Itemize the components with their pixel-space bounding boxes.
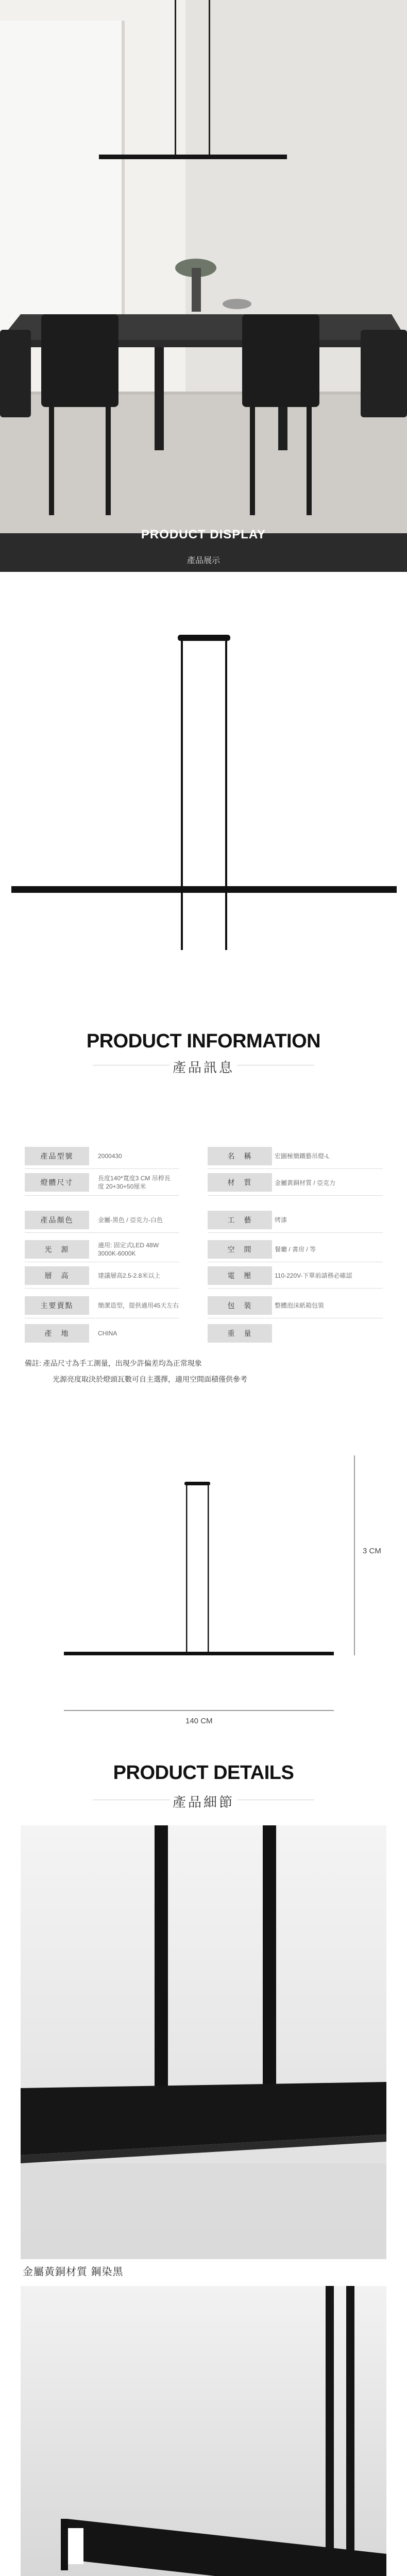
- spec-value: 110-220V-下單前請務必確認: [275, 1272, 352, 1279]
- spec-value: 烤漆: [275, 1216, 287, 1224]
- spec-value: 適用: 固定式LED 48W 3000K-6000K: [98, 1242, 159, 1257]
- spec-label: 主要賣點: [25, 1296, 89, 1315]
- spec-divider: [25, 1168, 179, 1169]
- spec-divider: [208, 1232, 383, 1233]
- spec-value: 長度140*寬度3 CM 吊桿長度 20+30+50厘米: [98, 1175, 171, 1190]
- pendant-lamp-illustration: [0, 572, 407, 958]
- spec-label: 電 壓: [208, 1266, 272, 1285]
- spec-value: 餐廳 / 書房 / 等: [275, 1246, 316, 1253]
- spec-value: CHINA: [98, 1330, 117, 1337]
- dimension-height-label: 3 CM: [363, 1547, 381, 1555]
- detail-photo-2: [21, 2286, 386, 2576]
- info-title: PRODUCT INFORMATION: [86, 1030, 321, 1052]
- spec-divider: [25, 1288, 179, 1289]
- spec-value: 金屬-黑色 / 亞克力-白色: [98, 1216, 163, 1224]
- spec-divider: [25, 1232, 179, 1233]
- spec-label: 產品顏色: [25, 1211, 89, 1229]
- product-drawing: [0, 572, 407, 958]
- dimension-width-label: 140 CM: [185, 1717, 213, 1725]
- spec-divider: [208, 1288, 383, 1289]
- spec-value: 建議層高2.5-2.8米以上: [98, 1272, 161, 1279]
- hero-banner: [0, 0, 407, 572]
- spec-label: 產 地: [25, 1324, 89, 1343]
- dimension-illustration: [0, 1432, 407, 1721]
- spec-label: 包 裝: [208, 1296, 272, 1315]
- spec-label: 名 稱: [208, 1147, 272, 1165]
- spec-label: 燈體尺寸: [25, 1173, 89, 1192]
- spec-value: 整體泡沫紙箱包裝: [275, 1302, 325, 1309]
- detail-caption-1: 金屬黃銅材質 鋼染黑: [23, 2266, 124, 2278]
- spec-label: 空 間: [208, 1240, 272, 1259]
- dimension-drawing: [0, 1432, 407, 1725]
- spec-label: 產品型號: [25, 1147, 89, 1165]
- spec-label: 材 質: [208, 1173, 272, 1192]
- spec-label: 光 源: [25, 1240, 89, 1259]
- hero-title: PRODUCT DISPLAY: [141, 528, 266, 541]
- hero-subtitle: 產品展示: [186, 556, 220, 565]
- spec-value: 2000430: [98, 1153, 122, 1160]
- info-subtitle: 產品訊息: [172, 1060, 234, 1075]
- spec-divider: [25, 1195, 179, 1196]
- spec-value: 宏圖極簡鐵藝吊燈-L: [275, 1153, 330, 1160]
- spec-label: 重 量: [208, 1324, 272, 1343]
- hero-photo: [0, 0, 407, 533]
- spec-value: 金屬黃銅材質 / 亞克力: [275, 1179, 336, 1187]
- note-line-2: 光源亮度取決於燈頭瓦數可自主選擇，適用空間面積僅供參考: [53, 1375, 247, 1383]
- spec-label: 層 高: [25, 1266, 89, 1285]
- details-title: PRODUCT DETAILS: [113, 1762, 294, 1784]
- spec-divider: [208, 1195, 383, 1196]
- spec-label: 工 藝: [208, 1211, 272, 1229]
- spec-value: 簡潔造型，提供適用45天左右: [98, 1302, 179, 1309]
- detail-photo-2-image: [21, 2286, 386, 2576]
- detail-photo-1-image: [21, 1825, 386, 2259]
- spec-divider: [208, 1168, 383, 1169]
- detail-photo-1: [21, 1825, 386, 2259]
- details-subtitle: 產品細節: [172, 1794, 234, 1810]
- note-line-1: 備註: 產品尺寸為手工測量，出現少許偏差均為正常現象: [25, 1359, 202, 1367]
